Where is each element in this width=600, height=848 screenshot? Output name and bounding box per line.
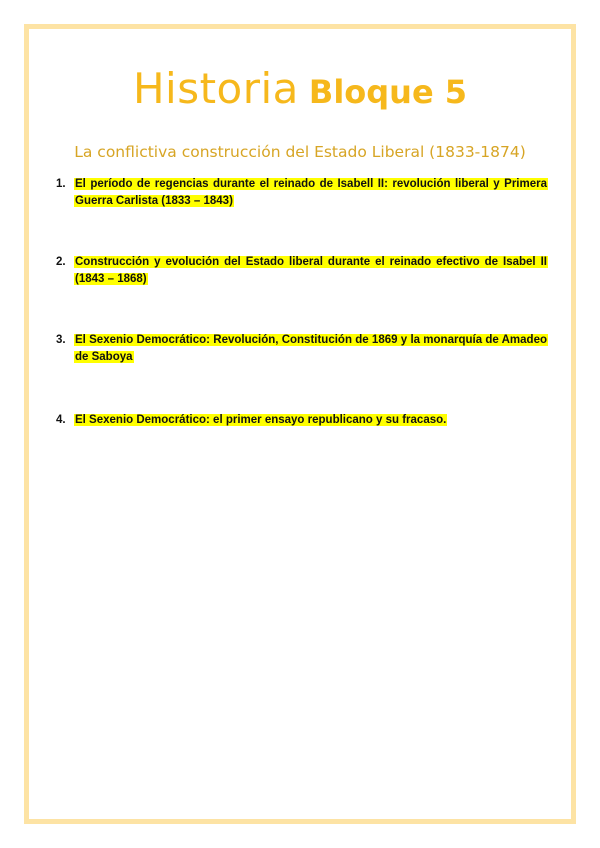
topic-text-wrapper: [74, 412, 548, 429]
topic-text-wrapper: [74, 254, 548, 288]
topic-number: 2.: [56, 256, 66, 268]
topic-number: 3.: [56, 334, 66, 346]
topic-number: 4.: [56, 414, 66, 426]
topic-item-2: [56, 254, 548, 288]
topic-item-3: [56, 332, 548, 366]
page-subtitle: La conflictiva construcción del Estado Liberal (1833-1874): [74, 143, 526, 161]
topic-text-wrapper: [74, 176, 548, 210]
page-title: [0, 64, 600, 113]
title-block-number: Bloque 5: [308, 73, 468, 111]
topic-text-wrapper: [74, 332, 548, 366]
topic-item-4: [56, 412, 548, 429]
topic-text: Construcción y evolución del Estado liberal durante el reinado efectivo de Isabel II (1843 – 1868): [75, 256, 547, 285]
topic-item-1: [56, 176, 548, 210]
topic-text: El período de regencias durante el reinado de Isabell II: revolución liberal y Primera Guerra Carlista (1833 – 1843): [75, 178, 547, 207]
title-main: Historia: [132, 64, 299, 113]
topic-text: El Sexenio Democrático: Revolución, Constitución de 1869 y la monarquía de Amadeo de Saboya: [75, 334, 547, 363]
topic-number: 1.: [56, 178, 66, 190]
topic-text: El Sexenio Democrático: el primer ensayo republicano y su fracaso.: [75, 414, 447, 426]
